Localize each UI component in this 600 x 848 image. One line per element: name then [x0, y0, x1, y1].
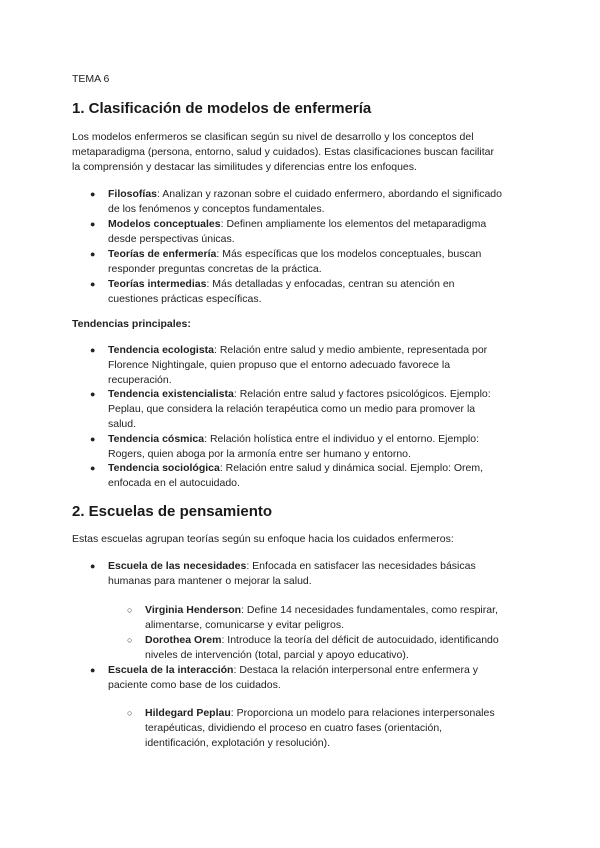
- list-item-cont: responder preguntas concretas de la práctica.: [108, 263, 322, 275]
- bullet-icon: ●: [90, 665, 96, 675]
- list-item-cont: Florence Nightingale, quien propuso que el entorno adecuado favorece la: [108, 359, 451, 371]
- sub-list-item: Hildegard Peplau: Proporciona un modelo para relaciones interpersonales: [145, 707, 495, 719]
- bullet-icon: ●: [90, 434, 96, 444]
- list-item: Tendencia sociológica: Relación entre salud y dinámica social. Ejemplo: Orem,: [108, 462, 484, 474]
- list-item-cont: paciente como base de los cuidados.: [108, 679, 281, 691]
- list-item-cont: Peplau, que considera la relación terapéutica como un medio para promover la: [108, 403, 476, 415]
- list-item: Tendencia ecologista: Relación entre salud y medio ambiente, representada por: [108, 344, 488, 356]
- list-item: Tendencia cósmica: Relación holística entre el individuo y el entorno. Ejemplo:: [108, 433, 480, 445]
- list-item: Escuela de las necesidades: Enfocada en satisfacer las necesidades básicas: [108, 560, 476, 572]
- bullet-icon: ●: [90, 219, 96, 229]
- section1-heading: 1. Clasificación de modelos de enfermería: [72, 100, 372, 117]
- list-item-cont: desde perspectivas únicas.: [108, 233, 235, 245]
- list-item: Modelos conceptuales: Definen ampliamente los elementos del metaparadigma: [108, 218, 487, 230]
- list-item-cont: humanas para mantener o mejorar la salud.: [108, 575, 312, 587]
- section1-intro-line: la comprensión y destacar las similitudes y diferencias entre los enfoques.: [72, 161, 417, 173]
- circle-bullet-icon: ○: [127, 708, 133, 718]
- list-item-cont: Rogers, quien aboga por la armonía entre ser humano y entorno.: [108, 448, 411, 460]
- bullet-icon: ●: [90, 345, 96, 355]
- section1-intro-line: Los modelos enfermeros se clasifican según su nivel de desarrollo y los conceptos del: [72, 131, 474, 143]
- bullet-icon: ●: [90, 249, 96, 259]
- sub-list-item-cont: terapéuticas, dividiendo el proceso en cuatro fases (orientación,: [145, 722, 443, 734]
- bullet-icon: ●: [90, 189, 96, 199]
- tema-label: TEMA 6: [72, 73, 110, 85]
- sub-list-item-cont: niveles de intervención (total, parcial y apoyo educativo).: [145, 649, 409, 661]
- circle-bullet-icon: ○: [127, 605, 133, 615]
- section2-intro: Estas escuelas agrupan teorías según su enfoque hacia los cuidados enfermeros:: [72, 533, 454, 545]
- list-item: Escuela de la interacción: Destaca la relación interpersonal entre enfermera y: [108, 664, 479, 676]
- list-item-cont: cuestiones prácticas específicas.: [108, 293, 262, 305]
- bullet-icon: ●: [90, 279, 96, 289]
- sub-list-item-cont: identificación, explotación y resolución).: [145, 737, 331, 749]
- list-item: Teorías de enfermería: Más específicas que los modelos conceptuales, buscan: [108, 248, 482, 260]
- bullet-icon: ●: [90, 389, 96, 399]
- tendencias-heading: Tendencias principales:: [72, 318, 191, 330]
- bullet-icon: ●: [90, 463, 96, 473]
- circle-bullet-icon: ○: [127, 635, 133, 645]
- sub-list-item: Dorothea Orem: Introduce la teoría del déficit de autocuidado, identificando: [145, 634, 499, 646]
- list-item: Filosofías: Analizan y razonan sobre el cuidado enfermero, abordando el significado: [108, 188, 502, 200]
- section1-intro-line: metaparadigma (persona, entorno, salud y cuidados). Estas clasificaciones buscan facilitar: [72, 146, 494, 158]
- sub-list-item-cont: alimentarse, comunicarse y evitar peligros.: [145, 619, 344, 631]
- section2-heading: 2. Escuelas de pensamiento: [72, 503, 273, 520]
- list-item-cont: recuperación.: [108, 374, 172, 386]
- list-item-cont: salud.: [108, 418, 137, 430]
- bullet-icon: ●: [90, 561, 96, 571]
- list-item-cont: de los fenómenos y conceptos fundamentales.: [108, 203, 325, 215]
- list-item-cont: enfocada en el autocuidado.: [108, 477, 240, 489]
- list-item: Tendencia existencialista: Relación entre salud y factores psicológicos. Ejemplo:: [108, 388, 491, 400]
- sub-list-item: Virginia Henderson: Define 14 necesidades fundamentales, como respirar,: [145, 604, 498, 616]
- list-item: Teorías intermedias: Más detalladas y enfocadas, centran su atención en: [108, 278, 455, 290]
